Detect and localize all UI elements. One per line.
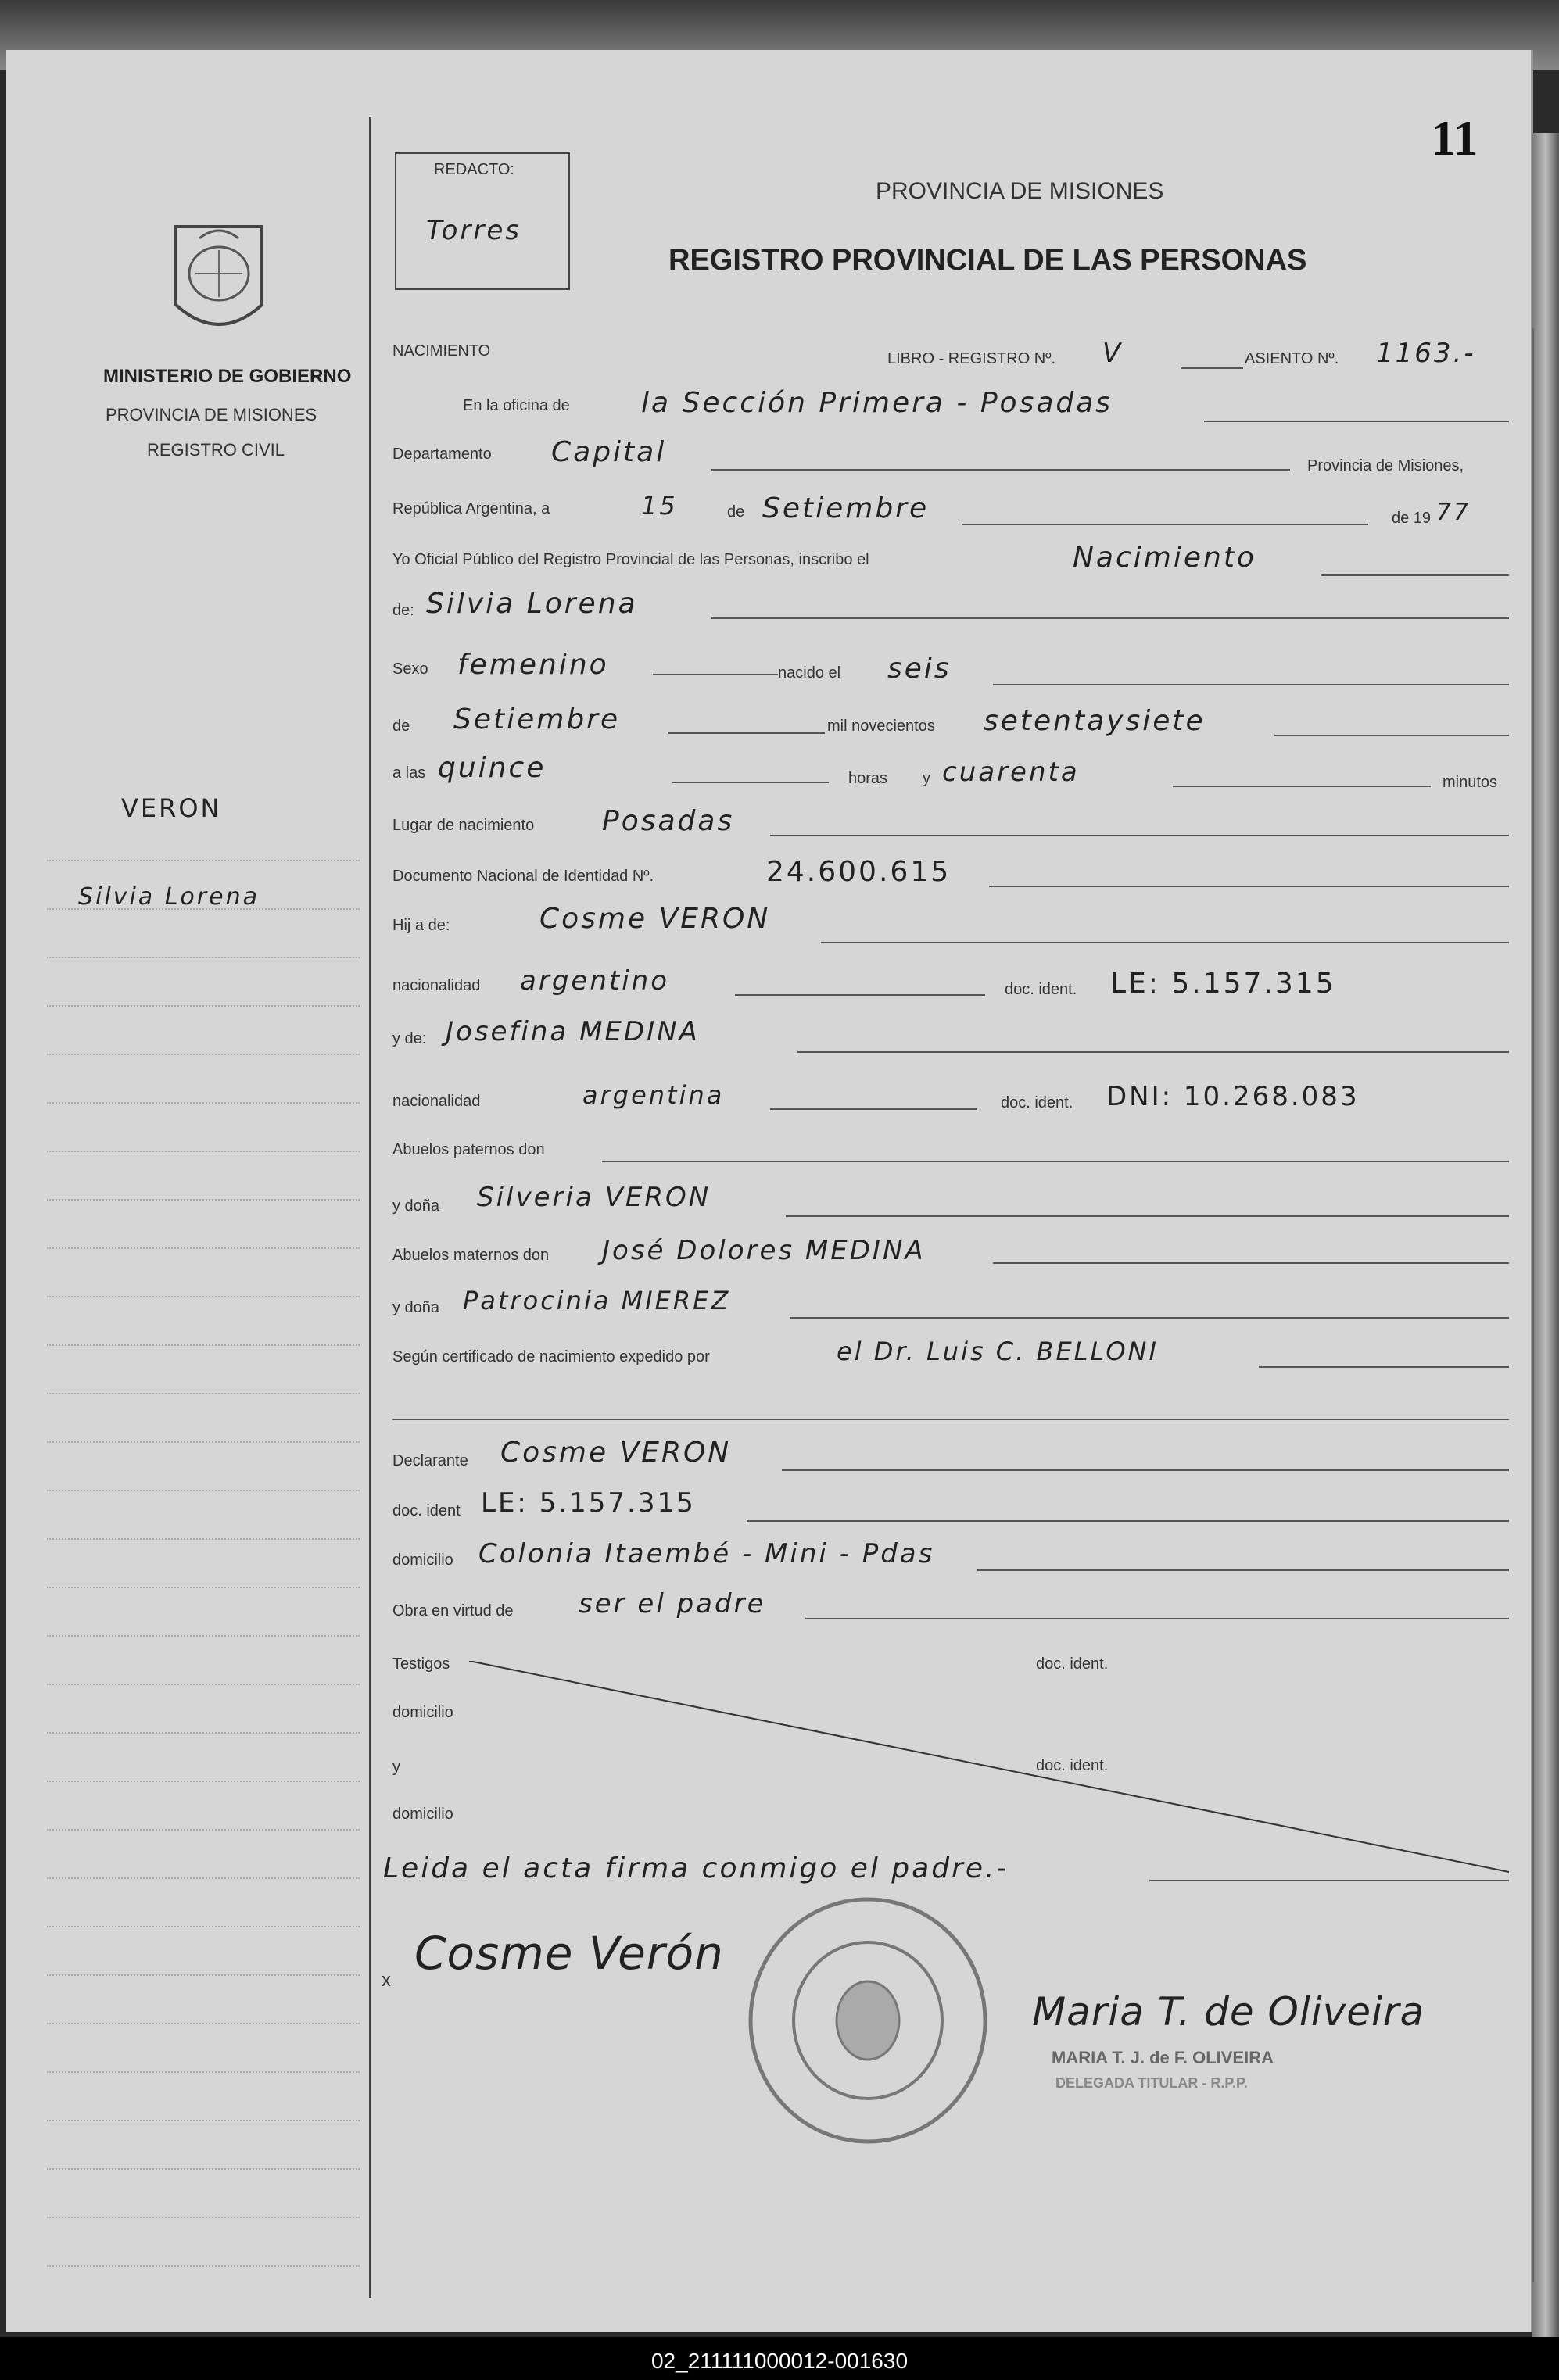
domicilio-label: domicilio <box>392 1551 453 1569</box>
provincia-label: Provincia de Misiones, <box>1307 457 1464 474</box>
declarante-signature: Cosme Verón <box>414 1927 724 1980</box>
doc-ident-label: doc. ident. <box>1005 981 1077 998</box>
minutos-value: cuarenta <box>942 757 1080 788</box>
de-nombre-label: de: <box>392 602 414 619</box>
libro-value: V <box>1102 338 1124 369</box>
margin-ruling <box>47 1199 360 1201</box>
margin-ruling <box>47 1974 360 1976</box>
margin-ruling <box>47 1247 360 1249</box>
margin-ruling <box>47 1151 360 1152</box>
abuelo-materno: José Dolores MEDINA <box>602 1235 926 1266</box>
doc-ident5-label: doc. ident. <box>1036 1757 1109 1774</box>
margin-ruling <box>47 2071 360 2073</box>
margin-names: Silvia Lorena <box>78 883 260 911</box>
doc-ident3-label: doc. ident <box>392 1502 461 1519</box>
office-label: REGISTRO CIVIL <box>147 440 285 460</box>
margin-ruling <box>47 1005 360 1007</box>
hora-value: quince <box>438 752 547 784</box>
padre-value: Cosme VERON <box>539 903 771 935</box>
mes-value: Setiembre <box>762 492 930 524</box>
nombre-value: Silvia Lorena <box>426 588 638 620</box>
minutos-label: minutos <box>1443 774 1498 791</box>
obra-value: ser el padre <box>579 1588 766 1619</box>
margin-ruling <box>47 1393 360 1394</box>
redacto-label: REDACTO: <box>434 161 514 178</box>
y-label: y <box>923 770 930 787</box>
header-province: PROVINCIA DE MISIONES <box>876 178 1164 204</box>
certificado-value: el Dr. Luis C. BELLONI <box>837 1337 1159 1366</box>
dni-value: 24.600.615 <box>766 856 952 888</box>
margin-ruling <box>47 1635 360 1637</box>
dia-value: 15 <box>641 491 678 521</box>
oficina-label: En la oficina de <box>463 397 570 414</box>
margin-ruling <box>47 1102 360 1104</box>
doc-ident2-label: doc. ident. <box>1001 1094 1073 1111</box>
obra-label: Obra en virtud de <box>392 1602 514 1619</box>
nacido-anio: setentaysiete <box>984 705 1206 737</box>
margin-ruling <box>47 1781 360 1782</box>
margin-ruling <box>47 957 360 958</box>
declarante-doc: LE: 5.157.315 <box>481 1487 696 1519</box>
margin-ruling <box>47 2023 360 2024</box>
margin-ruling <box>47 1490 360 1491</box>
abuela-paterna: Silveria VERON <box>477 1182 711 1213</box>
declarante-value: Cosme VERON <box>500 1437 732 1469</box>
margin-ruling <box>47 908 360 910</box>
official-seal <box>743 1891 993 2149</box>
margin-ruling <box>47 1684 360 1685</box>
oficina-value: la Sección Primera - Posadas <box>641 387 1113 419</box>
anio-label: de 19 <box>1392 510 1432 527</box>
declarante-label: Declarante <box>392 1452 468 1469</box>
margin-divider <box>369 117 371 2298</box>
y-dona2-label: y doña <box>392 1299 440 1316</box>
departamento-label: Departamento <box>392 446 492 463</box>
padre-doc: LE: 5.157.315 <box>1110 968 1336 1000</box>
nacido-mes: Setiembre <box>453 703 621 735</box>
lugar-value: Posadas <box>602 805 735 837</box>
de-label: de <box>727 503 745 521</box>
nacido-label: nacido el <box>778 664 841 682</box>
margin-ruling <box>47 1344 360 1346</box>
hija-label: Hij a de: <box>392 917 450 934</box>
asiento-value: 1163.- <box>1376 338 1476 369</box>
redacto-value: Torres <box>426 215 521 246</box>
padre-nacionalidad: argentino <box>520 965 669 997</box>
mil-label: mil novecientos <box>827 718 935 735</box>
margin-ruling <box>47 860 360 861</box>
domicilio2-label: domicilio <box>392 1704 453 1721</box>
nacionalidad2-label: nacionalidad <box>392 1093 481 1110</box>
margin-ruling <box>47 2168 360 2170</box>
de2-label: de <box>392 718 410 735</box>
y3-label: y <box>392 1759 400 1776</box>
nacionalidad-label: nacionalidad <box>392 977 481 994</box>
official-stamp-role: DELEGADA TITULAR - R.P.P. <box>1055 2075 1248 2091</box>
lugar-label: Lugar de nacimiento <box>392 817 535 834</box>
sexo-value: femenino <box>457 649 609 681</box>
asiento-label: ASIENTO Nº. <box>1245 350 1339 367</box>
province-label: PROVINCIA DE MISIONES <box>106 405 317 424</box>
nacimiento-label: NACIMIENTO <box>392 342 491 360</box>
right-border <box>1532 328 1534 2282</box>
margin-ruling <box>47 2120 360 2121</box>
cancel-line <box>469 1661 1509 1880</box>
page-number: 11 <box>1431 110 1478 166</box>
madre-doc: DNI: 10.268.083 <box>1106 1081 1360 1112</box>
nacido-dia: seis <box>887 653 952 685</box>
y-de-label: y de: <box>392 1030 427 1047</box>
margin-ruling <box>47 1732 360 1734</box>
margin-ruling <box>47 1587 360 1588</box>
anio-value: 77 <box>1436 499 1471 526</box>
page-edge <box>1532 133 1559 2337</box>
dni-label: Documento Nacional de Identidad Nº. <box>392 868 654 885</box>
a-las-label: a las <box>392 764 426 782</box>
republica-label: República Argentina, a <box>392 500 550 517</box>
testigos-label: Testigos <box>392 1655 450 1673</box>
libro-label: LIBRO - REGISTRO Nº. <box>887 350 1056 367</box>
margin-ruling <box>47 2265 360 2267</box>
official-signature: Maria T. de Oliveira <box>1032 1989 1425 2035</box>
y-dona-label: y doña <box>392 1197 440 1215</box>
horas-label: horas <box>848 770 888 787</box>
inscribo-value: Nacimiento <box>1073 542 1256 574</box>
domicilio-value: Colonia Itaembé - Mini - Pdas <box>478 1538 935 1569</box>
margin-ruling <box>47 1441 360 1443</box>
margin-ruling <box>47 1296 360 1297</box>
madre-nacionalidad: argentina <box>582 1080 725 1110</box>
margin-surname: VERON <box>121 793 222 823</box>
doc-ident4-label: doc. ident. <box>1036 1655 1109 1673</box>
margin-ruling <box>47 1054 360 1055</box>
official-stamp-name: MARIA T. J. de F. OLIVEIRA <box>1052 2048 1274 2067</box>
header-title: REGISTRO PROVINCIAL DE LAS PERSONAS <box>668 244 1307 277</box>
abuelos-paternos-label: Abuelos paternos don <box>392 1141 545 1158</box>
margin-ruling <box>47 2217 360 2218</box>
signature-mark: x <box>382 1970 391 1991</box>
domicilio3-label: domicilio <box>392 1806 453 1823</box>
certificado-label: Según certificado de nacimiento expedido por <box>392 1348 710 1365</box>
cierre-text: Leida el acta firma conmigo el padre.- <box>383 1852 1009 1884</box>
footer-filename: 02_211111000012-001630 <box>650 2349 909 2373</box>
departamento-value: Capital <box>551 436 667 468</box>
coat-of-arms-seal <box>160 219 278 344</box>
abuelos-maternos-label: Abuelos maternos don <box>392 1247 550 1264</box>
margin-ruling <box>47 1926 360 1927</box>
madre-value: Josefina MEDINA <box>446 1016 700 1047</box>
margin-ruling <box>47 1877 360 1879</box>
sexo-label: Sexo <box>392 660 428 678</box>
oficial-text: Yo Oficial Público del Registro Provincial de las Personas, inscribo el <box>392 551 869 568</box>
margin-ruling <box>47 1538 360 1540</box>
margin-ruling <box>47 1829 360 1831</box>
abuela-materna: Patrocinia MIEREZ <box>463 1286 731 1315</box>
ministry-label: MINISTERIO DE GOBIERNO <box>103 366 352 387</box>
